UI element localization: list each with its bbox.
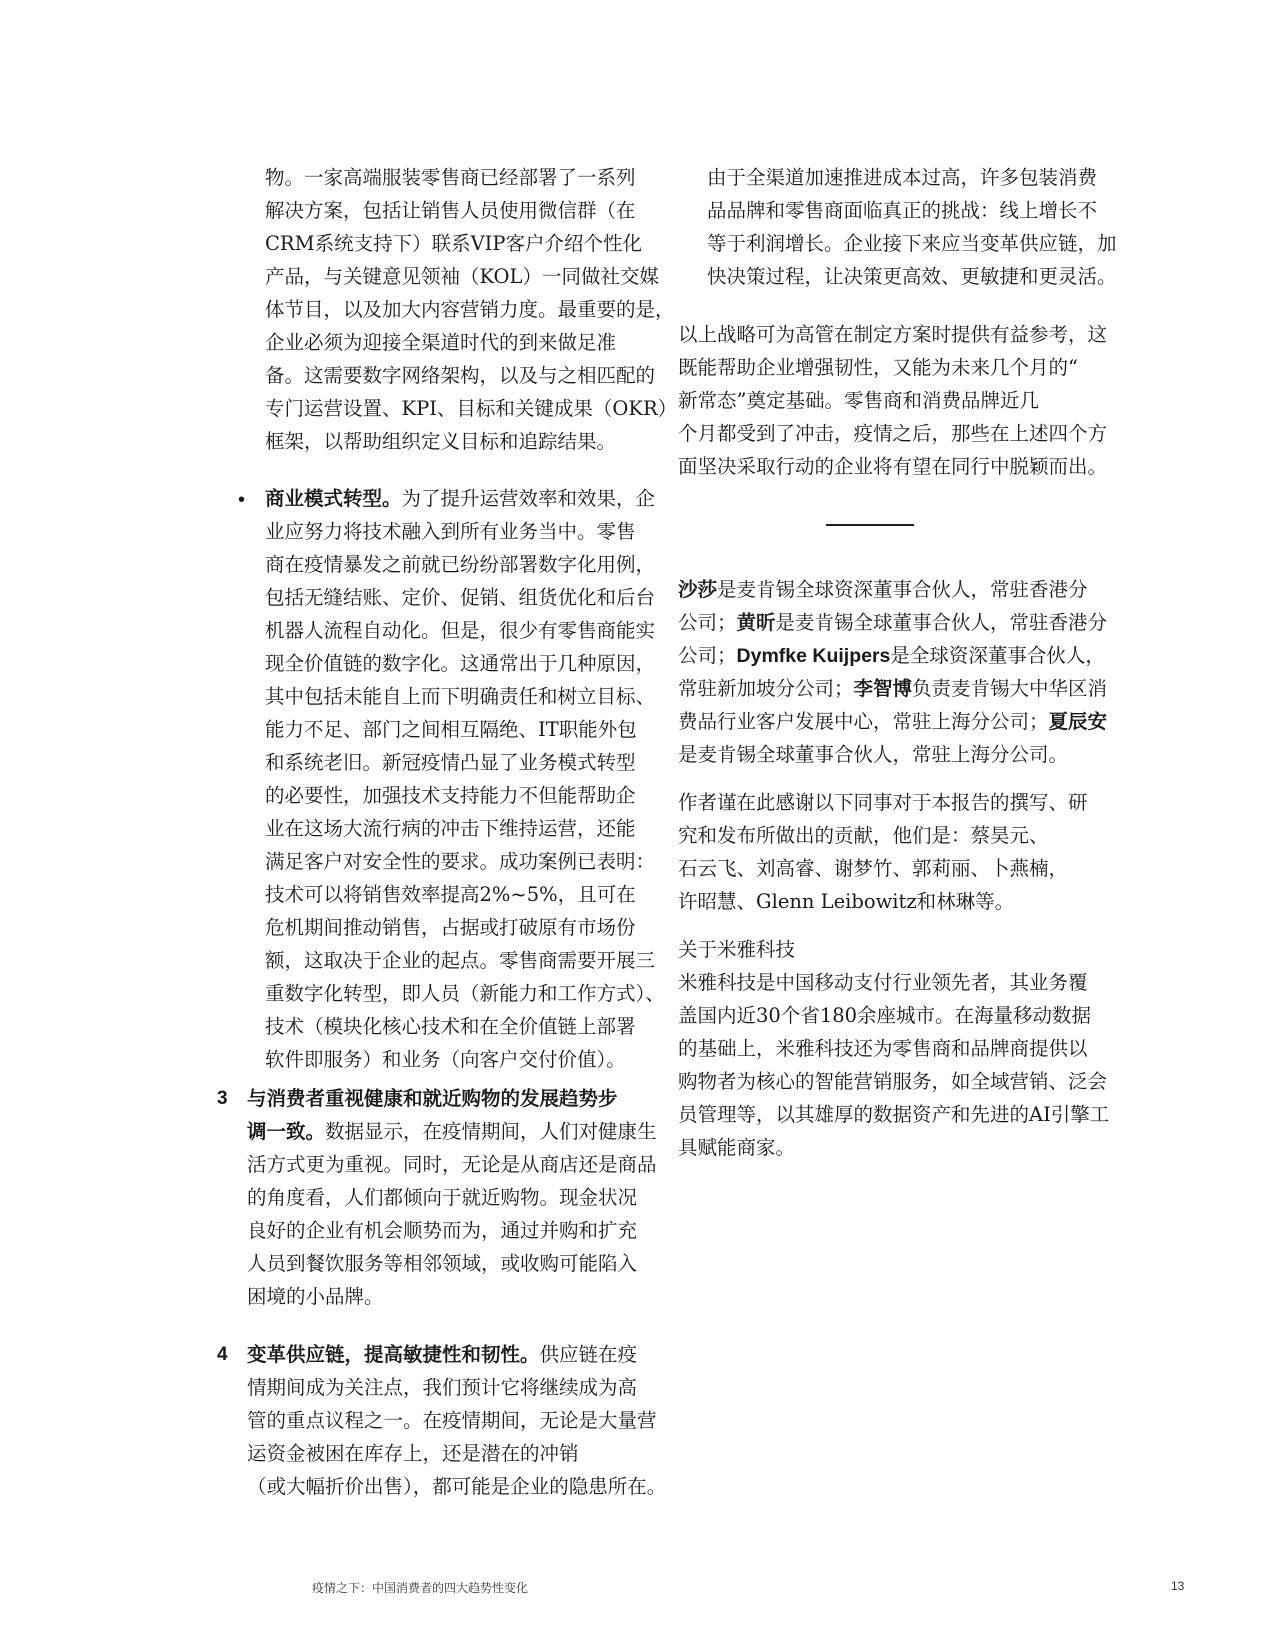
text-line: 公司；黄昕是麦肯锡全球董事合伙人，常驻香港分	[678, 611, 1108, 634]
item-heading: 与消费者重视健康和就近购物的发展趋势步	[247, 1087, 618, 1110]
text-line: 是麦肯锡全球董事合伙人，常驻上海分公司。	[678, 743, 1069, 766]
text-line: 变革供应链，提高敏捷性和韧性。供应链在疫	[247, 1343, 638, 1366]
text-line: 情期间成为关注点，我们预计它将继续成为高	[247, 1376, 638, 1399]
text-line: 个月都受到了冲击，疫情之后，那些在上述四个方	[678, 422, 1108, 445]
text-line: 满足客户对安全性的要求。成功案例已表明：	[265, 850, 656, 873]
text-line: 企业必须为迎接全渠道时代的到来做足准	[265, 331, 617, 354]
text-line: （或大幅折价出售），都可能是企业的隐患所在。	[247, 1475, 667, 1498]
author-name: 黄昕	[736, 611, 776, 634]
author-name: 李智博	[853, 677, 913, 700]
text-line: 米雅科技是中国移动支付行业领先者，其业务覆	[678, 971, 1088, 994]
text-line: 的基础上，米雅科技还为零售商和品牌商提供以	[678, 1037, 1088, 1060]
text-line: 究和发布所做出的贡献，他们是：蔡昊元、	[678, 824, 1049, 847]
text-line: 的角度看，人们都倾向于就近购物。现金状况	[247, 1186, 638, 1209]
text-line: 专门运营设置、KPI、目标和关键成果（OKR）	[265, 397, 678, 420]
footer-title: 疫情之下：中国消费者的四大趋势性变化	[312, 1581, 529, 1595]
text-line: 产品，与关键意见领袖（KOL）一同做社交媒	[265, 265, 659, 288]
text-line: 其中包括未能自上而下明确责任和树立目标、	[265, 685, 656, 708]
text-line: 备。这需要数字网络架构，以及与之相匹配的	[265, 364, 656, 387]
text-line: 新常态”奠定基础。零售商和消费品牌近几	[678, 389, 1039, 412]
text-line: 面坚决采取行动的企业将有望在同行中脱颖而出。	[678, 455, 1108, 478]
text-line: 许昭慧、Glenn Leibowitz和林琳等。	[678, 890, 1015, 913]
text-line: 解决方案，包括让销售人员使用微信群（在	[265, 199, 636, 222]
text-line: 和系统老旧。新冠疫情凸显了业务模式转型	[265, 751, 636, 774]
text-line: 人员到餐饮服务等相邻领域，或收购可能陷入	[247, 1252, 638, 1275]
item-number: 3	[217, 1088, 228, 1109]
section-divider	[826, 524, 914, 526]
text-line: 员管理等，以其雄厚的数据资产和先进的AI引擎工	[678, 1103, 1110, 1126]
text-line: 石云飞、刘高睿、谢梦竹、郭莉丽、卜燕楠，	[678, 857, 1069, 880]
text-line: 机器人流程自动化。但是，很少有零售商能实	[265, 619, 656, 642]
text-line: 品品牌和零售商面临真正的挑战：线上增长不	[707, 199, 1098, 222]
text-line: 额，这取决于企业的起点。零售商需要开展三	[265, 949, 656, 972]
text-line: 框架，以帮助组织定义目标和追踪结果。	[265, 430, 617, 453]
bullet-bold-lead: 商业模式转型。	[265, 487, 402, 510]
text-line: 由于全渠道加速推进成本过高，许多包装消费	[707, 166, 1098, 189]
text-line: 作者谨在此感谢以下同事对于本报告的撰写、研	[678, 791, 1088, 814]
text-line: 既能帮助企业增强韧性，又能为未来几个月的“	[678, 356, 1078, 379]
text-line: 调一致。数据显示，在疫情期间，人们对健康生	[247, 1120, 657, 1143]
text-line: 运资金被困在库存上，还是潜在的冲销	[247, 1442, 579, 1465]
author-name: 夏辰安	[1048, 710, 1108, 733]
text-line: 包括无缝结账、定价、促销、组货优化和后台	[265, 586, 656, 609]
text-line: 沙莎是麦肯锡全球资深董事合伙人，常驻香港分	[678, 578, 1088, 601]
text-line: 活方式更为重视。同时，无论是从商店还是商品	[247, 1153, 657, 1176]
text-line: 业在这场大流行病的冲击下维持运营，还能	[265, 817, 636, 840]
text-line: 重数字化转型，即人员（新能力和工作方式）、	[265, 982, 665, 1005]
text-line: 技术（模块化核心技术和在全价值链上部署	[265, 1015, 636, 1038]
bullet-marker: •	[238, 489, 246, 511]
text-line: 技术可以将销售效率提高2%~5%，且可在	[265, 883, 636, 906]
text-line: 公司；Dymfke Kuijpers是全球资深董事合伙人，	[678, 644, 1105, 667]
text-line: CRM系统支持下）联系VIP客户介绍个性化	[265, 232, 642, 255]
text-line: 能力不足、部门之间相互隔绝、IT职能外包	[265, 718, 637, 741]
text-line: 商业模式转型。为了提升运营效率和效果，企	[265, 487, 656, 510]
author-name: 沙莎	[678, 578, 718, 601]
text-line: 快决策过程，让决策更高效、更敏捷和更灵活。	[707, 265, 1117, 288]
text-line: 商在疫情暴发之前就已纷纷部署数字化用例，	[265, 553, 656, 576]
about-title: 关于米雅科技	[678, 938, 796, 961]
item-heading: 变革供应链，提高敏捷性和韧性。	[247, 1343, 540, 1366]
text-line: 购物者为核心的智能营销服务，如全域营销、泛会	[678, 1070, 1108, 1093]
text-line: 良好的企业有机会顺势而为，通过并购和扩充	[247, 1219, 638, 1242]
text-line: 管的重点议程之一。在疫情期间，无论是大量营	[247, 1409, 657, 1432]
text-line: 物。一家高端服装零售商已经部署了一系列	[265, 166, 636, 189]
author-name: Dymfke Kuijpers	[736, 645, 891, 667]
page-number: 13	[1171, 1579, 1185, 1593]
text-line: 盖国内近30个省180余座城市。在海量移动数据	[678, 1004, 1092, 1027]
text-line: 以上战略可为高管在制定方案时提供有益参考，这	[678, 323, 1108, 346]
text-line: 等于利润增长。企业接下来应当变革供应链，加	[707, 232, 1117, 255]
text-line: 费品行业客户发展中心，常驻上海分公司；夏辰安	[678, 710, 1108, 733]
text-line: 危机期间推动销售，占据或打破原有市场份	[265, 916, 636, 939]
text-line: 现全价值链的数字化。这通常出于几种原因，	[265, 652, 656, 675]
text-line: 具赋能商家。	[678, 1136, 796, 1159]
text-line: 的必要性，加强技术支持能力不但能帮助企	[265, 784, 636, 807]
item-number: 4	[217, 1344, 228, 1365]
text-line: 困境的小品牌。	[247, 1285, 384, 1308]
text-line: 常驻新加坡分公司；李智博负责麦肯锡大中华区消	[678, 677, 1108, 700]
text-line: 业应努力将技术融入到所有业务当中。零售	[265, 520, 636, 543]
text-line: 软件即服务）和业务（向客户交付价值）。	[265, 1048, 626, 1071]
text-line: 体节目，以及加大内容营销力度。最重要的是，	[265, 298, 675, 321]
